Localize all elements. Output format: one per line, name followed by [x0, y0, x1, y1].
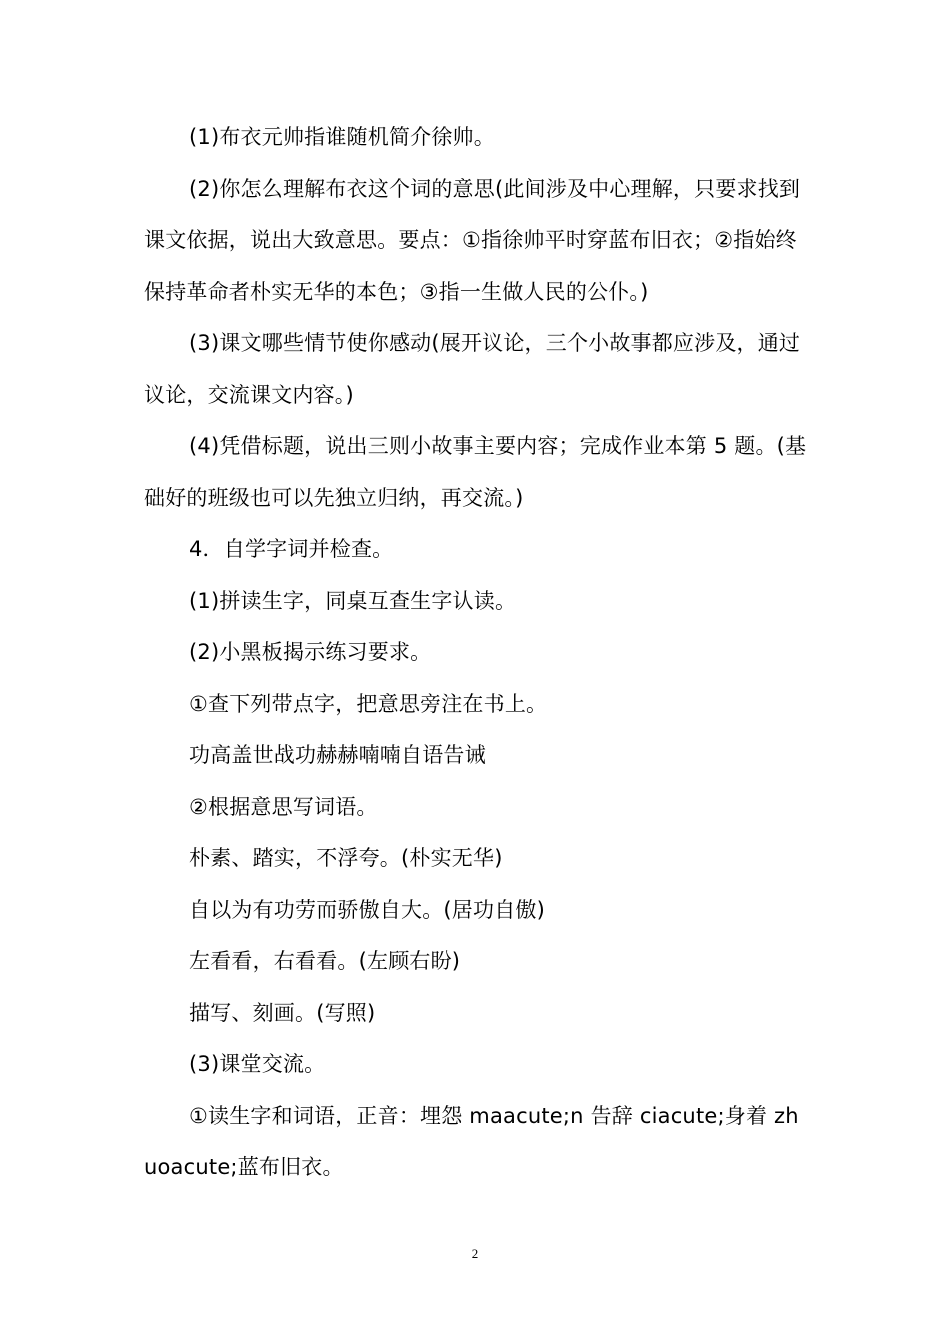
- paragraph: 左看看，右看看。(左顾右盼): [189, 949, 461, 973]
- paragraph: (3)课堂交流。: [189, 1052, 326, 1076]
- paragraph: (1)拼读生字，同桌互查生字认读。: [189, 588, 517, 613]
- paragraph: 朴素、踏实，不浮夸。(朴实无华): [189, 846, 503, 870]
- document-body: [144, 112, 809, 1194]
- paragraph: 自以为有功劳而骄傲自大。(居功自傲): [189, 897, 545, 922]
- paragraph: ②根据意思写词语。: [189, 794, 378, 819]
- paragraph: (2)小黑板揭示练习要求。: [189, 640, 432, 664]
- paragraph: ①读生字和词语，正音：埋怨 maacute;n 告辞 ciacute;身着 zhuoacute;蓝布旧衣。: [144, 1103, 799, 1179]
- paragraph: 描写、刻画。(写照): [189, 1000, 376, 1025]
- paragraph: (1)布衣元帅指谁随机简介徐帅。: [189, 125, 495, 149]
- paragraph: 功高盖世战功赫赫喃喃自语告诫: [189, 743, 486, 767]
- paragraph: (2)你怎么理解布衣这个词的意思(此间涉及中心理解，只要求找到课文依据，说出大致意思。要点：①指徐帅平时穿蓝布旧衣；②指始终保持革命者朴实无华的本色；③指一生做人民的公仆。): [144, 176, 801, 304]
- paragraph: (3)课文哪些情节使你感动(展开议论，三个小故事都应涉及，通过议论，交流课文内容。): [144, 331, 801, 407]
- paragraph: (4)凭借标题，说出三则小故事主要内容；完成作业本第 5 题。(基础好的班级也可以先独立归纳，再交流。): [144, 434, 807, 510]
- paragraph: ①查下列带点字，把意思旁注在书上。: [189, 691, 548, 716]
- page-number: 2: [471, 1246, 479, 1261]
- paragraph: 4．自学字词并检查。: [189, 537, 394, 561]
